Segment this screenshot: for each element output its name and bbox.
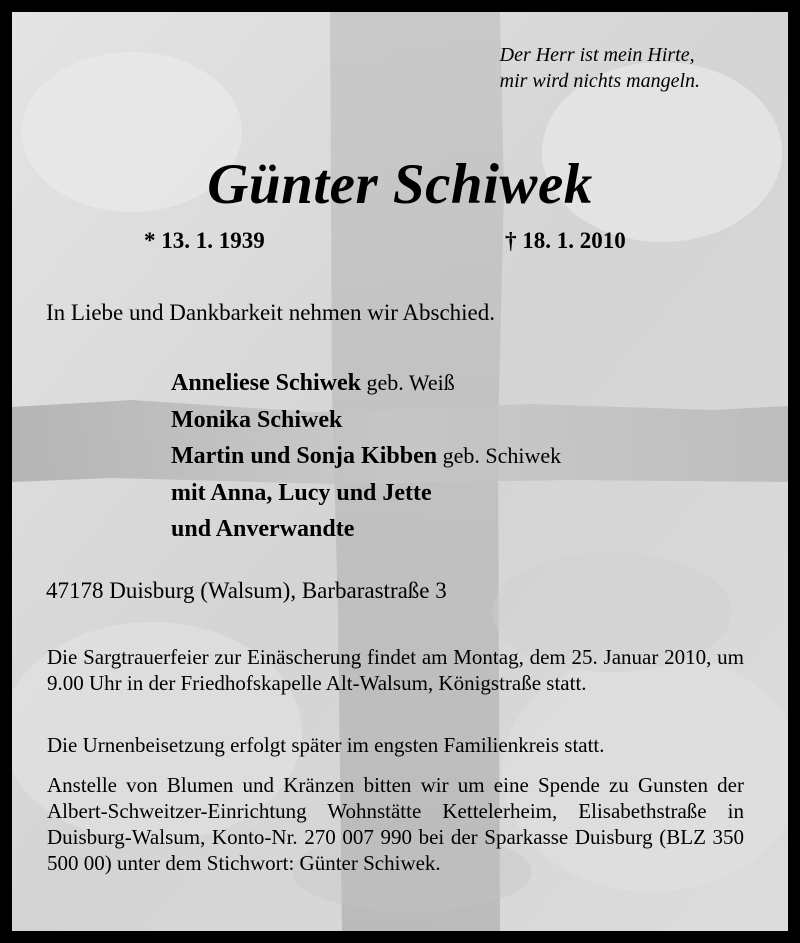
mourner-name: mit Anna, Lucy und Jette <box>171 479 432 506</box>
family-address: 47178 Duisburg (Walsum), Barbarastraße 3 <box>46 578 447 603</box>
mourner-row <box>171 365 561 402</box>
mourner-row <box>171 402 561 439</box>
funeral-info-paragraph: Die Sargtrauerfeier zur Einäscherung findet am Montag, dem 25. Januar 2010, um 9.00 Uhr in der Friedhofskapelle Alt-Walsum, Königstraße statt. <box>47 645 744 695</box>
mourner-note: geb. Weiß <box>361 370 455 395</box>
mourner-name: und Anverwandte <box>171 516 355 542</box>
farewell-text: In Liebe und Dankbarkeit nehmen wir Abschied. <box>46 300 496 325</box>
notice-content <box>12 12 788 931</box>
mourner-name: Monika Schiwek <box>171 406 343 433</box>
mourner-name: Anneliese Schiwek <box>171 370 362 396</box>
mourner-note: geb. Schiwek <box>437 443 562 468</box>
verse-line-2: mir wird nichts mangeln. <box>499 70 700 92</box>
obituary-card <box>12 12 788 931</box>
bible-verse <box>500 42 700 94</box>
mourner-name: Martin und Sonja Kibben <box>171 443 438 469</box>
donation-paragraph: Anstelle von Blumen und Kränzen bitten wir um eine Spende zu Gunsten der Albert-Schweitzer-Einrichtung Wohnstätte Kettelerheim, Elisabethstraße in Duisburg-Walsum, Konto-Nr. 270 007 990 bei der Sparkasse Duisburg (BLZ 350 500 00) unter dem Stichwort: Günter Schiwek. <box>47 773 744 875</box>
mourner-row <box>171 475 561 512</box>
death-date: † 18. 1. 2010 <box>505 228 626 253</box>
mourners-list <box>171 365 561 548</box>
verse-line-1: Der Herr ist mein Hirte, <box>499 44 695 66</box>
deceased-name: Günter Schiwek <box>207 153 593 216</box>
mourner-row <box>171 511 561 548</box>
urn-burial-paragraph: Die Urnenbeisetzung erfolgt später im engsten Familienkreis statt. <box>47 733 605 757</box>
mourner-row <box>171 438 561 475</box>
birth-date: * 13. 1. 1939 <box>144 228 265 253</box>
